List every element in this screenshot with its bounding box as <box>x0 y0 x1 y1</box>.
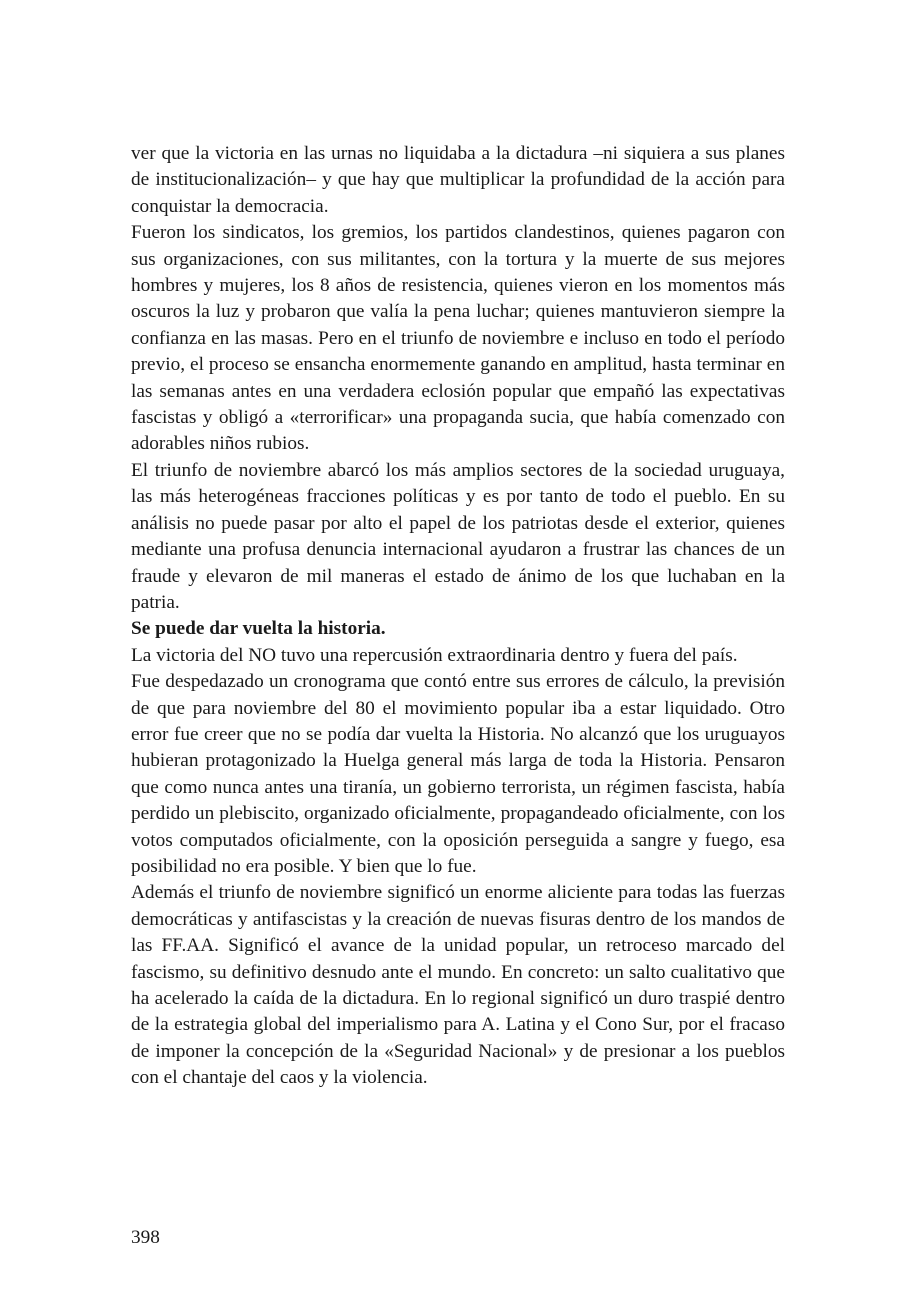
page-number: 398 <box>131 1227 160 1248</box>
paragraph: La victoria del NO tuvo una repercusión extraordinaria dentro y fuera del país. <box>131 644 738 666</box>
section-heading: Se puede dar vuelta la historia. <box>131 618 386 640</box>
paragraph: Fueron los sindicatos, los gremios, los partidos clandestinos, quienes pagaron con sus organizaciones, con sus militantes, con la tortura y la muerte de sus mejores hombres y mujeres, los 8 años de resistencia, quienes vieron en los momentos más oscuros la luz y probaron que valía la pena luchar; quienes mantuvieron siempre la confianza en las masas. Pero en el triunfo de noviembre e incluso en todo el período previo, el proceso se ensancha enormemente ganando en amplitud, hasta terminar en las semanas antes en una verdadera eclosión popular que empañó las expectativas fascistas y obligó a «terrorificar» una propaganda sucia, que había comenzado con adorables niños rubios. <box>131 222 785 455</box>
paragraph: Además el triunfo de noviembre significó un enorme aliciente para todas las fuerzas democráticas y antifascistas y la creación de nuevas fisuras dentro de los mandos de las FF.AA. Significó el avance de la unidad popular, un retroceso marcado del fascismo, su definitivo desnudo ante el mundo. En concreto: un salto cualitativo que ha acelerado la caída de la dictadura. En lo regional significó un duro traspié dentro de la estrategia global del imperialismo para A. Latina y el Cono Sur, por el fracaso de imponer la concepción de la «Seguridad Nacional» y de presionar a los pueblos con el chantaje del caos y la violencia. <box>131 882 785 1089</box>
paragraph: El triunfo de noviembre abarcó los más amplios sectores de la sociedad uruguaya, las más heterogéneas fracciones políticas y es por tanto de todo el pueblo. En su análisis no puede pasar por alto el papel de los patriotas desde el exterior, quienes mediante una profusa denuncia internacional ayudaron a frustrar las chances de un fraude y elevaron de mil maneras el estado de ánimo de los que luchaban en la patria. <box>131 459 785 613</box>
paragraph: Fue despedazado un cronograma que contó entre sus errores de cálculo, la previsión de que para noviembre del 80 el movimiento popular iba a estar liquidado. Otro error fue creer que no se podía dar vuelta la Historia. No alcanzó que los uruguayos hubieran protagonizado la Huelga general más larga de toda la Historia. Pensaron que como nunca antes una tiranía, un gobierno terrorista, un régimen fascista, había perdido un plebiscito, organizado oficialmente, propagandeado oficialmente, con los votos computados oficialmente, con la oposición perseguida a sangre y fuego, esa posibilidad no era posible. Y bien que lo fue. <box>131 671 785 877</box>
body-text <box>131 141 785 1092</box>
paragraph: ver que la victoria en las urnas no liquidaba a la dictadura –ni siquiera a sus planes de institucionalización– y que hay que multiplicar la profundidad de la acción para conquistar la democracia. <box>131 143 785 217</box>
